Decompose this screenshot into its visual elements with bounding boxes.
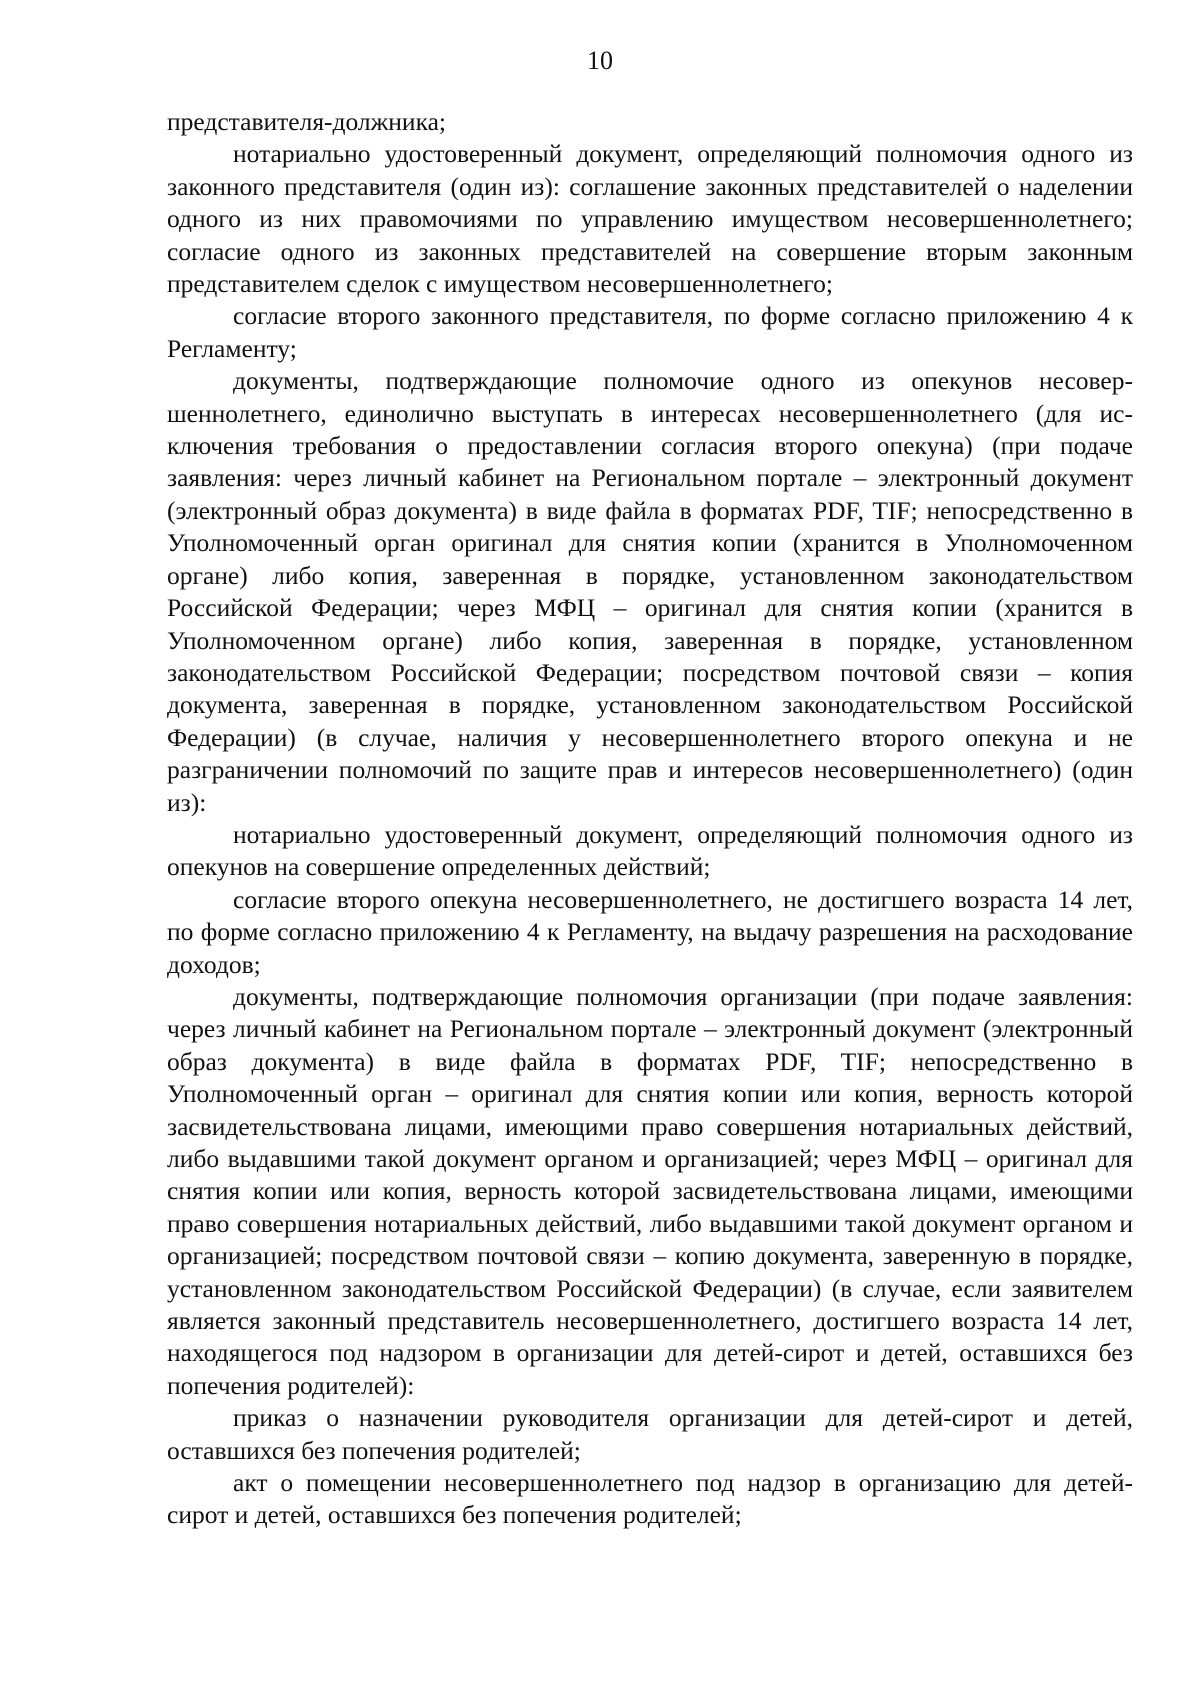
paragraph-1: представителя-должника; <box>167 107 446 136</box>
paragraph-5: нотариально удостоверенный документ, определяющий полномочия одного из опекунов на совершение определенных действий; <box>167 819 1133 882</box>
paragraph-7: документы, подтверждающие полномочия организации (при подаче заявления: через личный кабинет на Региональном портале – электронный документ (электронный образ документа) в виде файла в форматах PDF, TIF; непосредственно в Уполномоченный орган – оригинал для снятия копии или копия, верность которой засвидетельствована лицами, имеющими право совершения нотариальных действий, либо выдавшими такой документ органом и организацией; через МФЦ – оригинал для снятия копии или копия, верность которой засвидетельствована лицами, имеющими право совершения нотариальных действий, либо выдавшими такой документ органом и организацией; посредством почтовой связи – копию документа, заверенную в порядке, установленном законодательством Российской Федерации) (в случае, если заявителем является законный представитель несовершеннолетнего, достигшего возраста 14 лет, находящегося под надзором в организации для детей-сирот и детей, оставшихся без попечения родителей): <box>167 981 1133 1400</box>
paragraph-9: акт о помещении несовершеннолетнего под надзор в организацию для детей-сирот и детей, оставшихся без попечения родителей; <box>167 1468 1133 1530</box>
paragraph-3: согласие второго законного представителя, по форме согласно приложению 4 к Регламенту; <box>167 301 1133 363</box>
paragraph-8: приказ о назначении руководителя организации для детей-сирот и детей, оставшихся без попечения родителей; <box>167 1403 1133 1465</box>
paragraph-2: нотариально удостоверенный документ, определяющий полномочия одного из законного представителя (один из): соглашение законных представителей о наделении одного из них правомочиями по управлению имуществом несовершеннолетнего; согласие одного из законных представителей на совершение вторым законным представителем сделок с имуществом несовершеннолетнего; <box>167 139 1133 299</box>
paragraph-6: согласие второго опекуна несовершеннолетнего, не достигшего возраста 14 лет, по форме согласно приложению 4 к Регламенту, на выдачу разрешения на расходование доходов; <box>167 884 1133 979</box>
document-body <box>167 106 1133 1532</box>
paragraph-4: документы, подтверждающие полномочие одного из опекунов несовершеннолетнего, единолично выступать в интересах несовершеннолетнего (для исключения требования о предоставлении согласия второго опекуна) (при подаче заявления: через личный кабинет на Региональном портале – электронный документ (электронный образ документа) в виде файла в форматах PDF, TIF; непосредственно в Уполномоченный орган оригинал для снятия копии (хранится в Уполномоченном органе) либо копия, заверенная в порядке, установленном законодательством Российской Федерации; через МФЦ – оригинал для снятия копии (хранится в Уполномоченном органе) либо копия, заверенная в порядке, установленном законодательством Российской Федерации; посредством почтовой связи – копия документа, заверенная в порядке, установленном законодательством Российской Федерации) (в случае, наличия у несовершеннолетнего второго опекуна и не разграничении полномочий по защите прав и интересов несовершеннолетнего) (один из): <box>167 366 1133 817</box>
page-number: 10 <box>587 46 613 75</box>
